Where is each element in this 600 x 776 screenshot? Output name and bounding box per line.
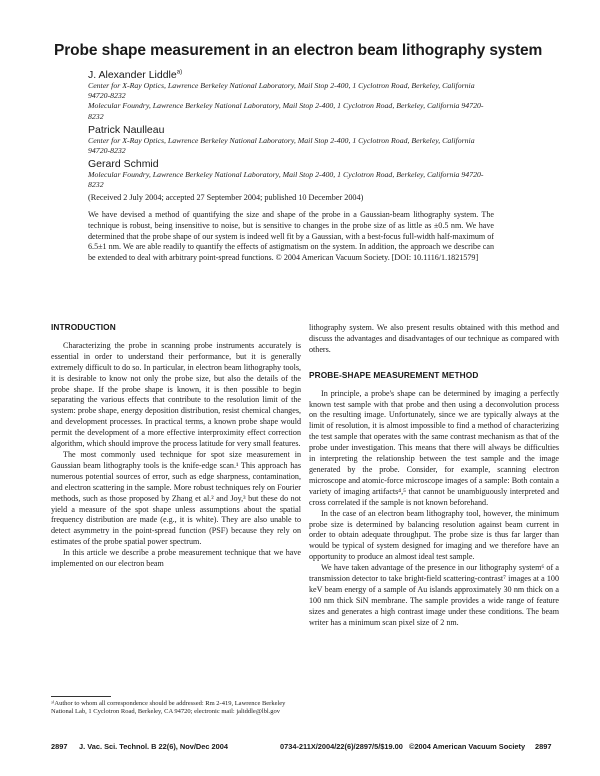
paper-title: Probe shape measurement in an electron beam lithography system	[54, 42, 543, 59]
paragraph: Characterizing the probe in scanning probe instruments accurately is essential in order to understand their performance, but it is generally extremely difficult to do so. In particular, in electron beam lithography tools, it is desirable to know not only the probe size, but also the details of the probe shape. If the probe shape is known, it is then possible to begin separating the various effects that contribute to the resolution limit of the system: probe shape, energy deposition distribution, resist chemical changes, and development processes. In practical terms, a known probe shape would permit the development of a more effective interproximity effect correction algorithm, which should improve the process latitude for very small features.	[51, 340, 301, 449]
footnote-divider	[51, 696, 111, 697]
paragraph: The most commonly used technique for spot size measurement in Gaussian beam lithography tools is the knife-edge scan.¹ This approach has numerous potential sources of error, such as edge sharpness, contamination, and electron scattering in the sample. More robust techniques rely on Fourier methods, such as those proposed by Zhang et al.² and Joy,³ but these do not yield a measure of the spot shape unless assumptions about the spatial frequency distribution are made (e.g., it is white). They are also unable to detect asymmetry in the point-spread function (PSF) because they rely on estimates of the probe spatial power spectrum.	[51, 449, 301, 547]
author-name: Gerard Schmid	[88, 158, 159, 171]
page-number-left: 2897	[51, 742, 68, 751]
author-entry	[88, 124, 498, 156]
affiliation: Molecular Foundry, Lawrence Berkeley National Laboratory, Mail Stop 2-400, 1 Cyclotron Road, Berkeley, California 94720-8232	[88, 101, 484, 121]
paragraph: We have taken advantage of the presence in our lithography system⁶ of a transmission detector to take bright-field scattering-contrast⁷ images at a 100 keV beam energy of a sample of Au islands approximately 30 nm thick on a 100 nm thick SiN membrane. The sample provides a wide range of feature sizes and generates a high contrast image under these conditions. The beam writer has a minimum scan pixel size of 2 nm.	[309, 563, 559, 627]
author-entry	[88, 69, 498, 122]
paragraph-continuation: lithography system. We also present results obtained with this method and discuss the advantages and disadvantages of our technique as compared with others.	[309, 323, 559, 354]
journal-citation: J. Vac. Sci. Technol. B 22(6), Nov/Dec 2004	[79, 742, 228, 751]
received-dates: (Received 2 July 2004; accepted 27 September 2004; published 10 December 2004)	[88, 193, 364, 202]
page-number-right: 2897	[535, 742, 552, 751]
copyright: ©2004 American Vacuum Society	[409, 742, 526, 751]
article-code: 0734-211X/2004/22(6)/2897/5/$19.00	[280, 742, 403, 751]
author-entry	[88, 158, 498, 190]
paragraph: In this article we describe a probe measurement technique that we have implemented on our electron beam	[51, 548, 301, 569]
affiliation: Molecular Foundry, Lawrence Berkeley National Laboratory, Mail Stop 2-400, 1 Cyclotron Road, Berkeley, California 94720-8232	[88, 170, 484, 190]
footnote: ᵃ⁾Author to whom all correspondence should be addressed: Rm 2-419, Lawrence Berkeley National Lab, 1 Cyclotron Road, Berkeley, CA 94720; electronic mail: jaliddle@lbl.gov	[51, 700, 286, 716]
section-heading-method: PROBE-SHAPE MEASUREMENT METHOD	[309, 369, 479, 380]
author-block	[88, 67, 498, 191]
paragraph: In the case of an electron beam lithography tool, however, the minimum probe size is determined by balancing resolution against beam current in order to obtain adequate throughput. The probe size is thus far larger than would be typical of system designed for imaging and we therefore have an opportunity to produce an almost ideal test sample.	[309, 508, 559, 562]
abstract: We have devised a method of quantifying the size and shape of the probe in a Gaussian-beam lithography system. The technique is robust, being insensitive to noise, but is sensitive to changes in the probe size of as little as ±0.5 nm. We have determined that the probe shape of our system is indeed well fit by a Gaussian, with a best-focus full-width half-maximum of 6.5±1 nm. We are able readily to quantify the effects of astigmatism on the system. In addition, the approach we describe can be extended to deal with arbitrary point-spread functions. © 2004 American Vacuum Society. [DOI: 10.1116/1.1821579]	[88, 210, 494, 263]
author-name: Patrick Naulleau	[88, 123, 165, 136]
author-name: J. Alexander Liddle$^{a)}$	[88, 69, 183, 81]
paragraph: In principle, a probe's shape can be determined by imaging a perfectly known test sample with that probe and then using a deconvolution process on the resulting image. Unfortunately, since we are typically always at the limit of resolution, it is almost impossible to find a method of characterizing the test sample that operates with the same contrast mechanism as that of the probe under investigation. This means that there will always be difficulties in interpreting the relationship between the test sample and the image generated by the probe. Consider, for example, scanning electron microscope and atomic-force microscope images of a sample: Both contain a variety of imaging artifacts⁴,⁵ that cannot be unambiguously interpreted and cross correlated if the sample is not known beforehand.	[309, 388, 559, 507]
right-column	[309, 323, 559, 629]
affiliation: Center for X-Ray Optics, Lawrence Berkeley National Laboratory, Mail Stop 2-400, 1 Cyclotron Road, Berkeley, California 94720-8232	[88, 81, 475, 101]
section-heading-introduction: INTRODUCTION	[51, 322, 116, 332]
affiliation: Center for X-Ray Optics, Lawrence Berkeley National Laboratory, Mail Stop 2-400, 1 Cyclotron Road, Berkeley, California 94720-8232	[88, 135, 475, 156]
left-column	[51, 322, 301, 570]
